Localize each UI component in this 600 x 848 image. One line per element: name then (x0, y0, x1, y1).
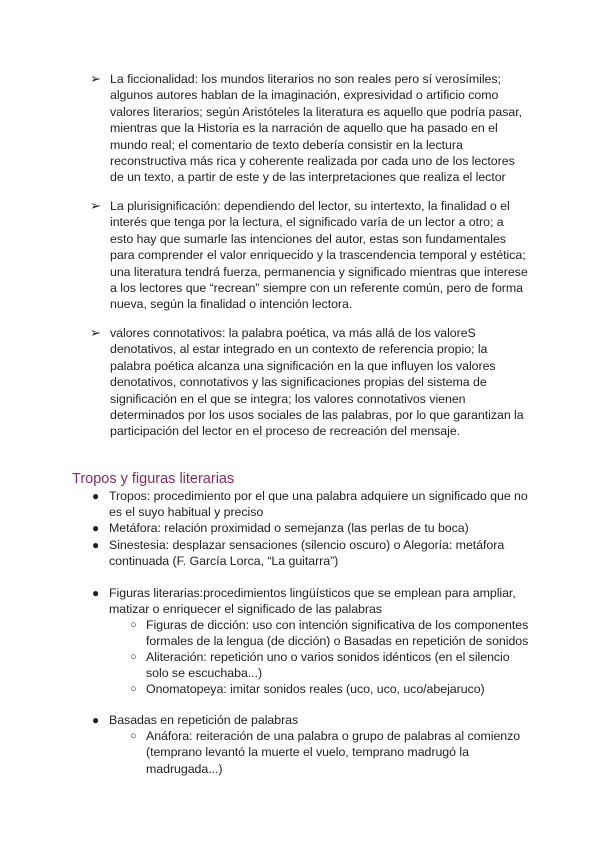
bullet-text: Basadas en repetición de palabras (109, 713, 299, 727)
arrow-item-text: La plurisignificación: dependiendo del lector, su intertexto, la finalidad o el interés que tenga por la lectura, el significado varía de un lector a otro; a esto hay que sumarle las intenciones del autor, estas son fundamentales para comprender el valor enriquecido y la trascendencia temporal y estética; una literatura tendrá fuerza, permanencia y significado mientras que interese a los lectores que “recrean” siempre con un referente común, pero de forma nueva, según la finalidad o intención lectora. (110, 199, 528, 312)
sub-item-text: Anáfora: reiteración de una palabra o grupo de palabras al comienzo (temprano levantó la muerte el vuelo, temprano madrugó la madrugada...) (146, 729, 521, 776)
bullet-item-repeticion-palabras (92, 712, 532, 728)
arrow-bullet-icon: ➢ (90, 71, 101, 86)
bullet-icon: ● (92, 713, 100, 727)
sub-item-anafora (130, 728, 530, 777)
arrow-item-ficcionalidad (90, 71, 530, 186)
hollow-bullet-icon: ○ (130, 619, 137, 631)
hollow-bullet-icon: ○ (130, 683, 137, 695)
bullet-item-tropos (92, 488, 532, 521)
bullet-item-sinestesia (92, 537, 532, 570)
bullet-text: Sinestesia: desplazar sensaciones (silencio oscuro) o Alegoría: metáfora continuada (F. García Lorca, “La guitarra”) (109, 538, 505, 569)
arrow-item-valores-connotativos (90, 325, 530, 440)
section-heading: Tropos y figuras literarias (72, 471, 235, 487)
bullet-icon: ● (92, 489, 100, 503)
sub-item-text: Onomatopeya: imitar sonidos reales (uco, uco, uco/abejaruco) (146, 682, 485, 696)
bullet-text: Tropos: procedimiento por el que una palabra adquiere un significado que no es el suyo habitual y preciso (109, 489, 528, 520)
sub-item-text: Aliteración: repetición uno o varios sonidos idénticos (en el silencio solo se escuchaba...) (146, 650, 510, 681)
hollow-bullet-icon: ○ (130, 730, 137, 742)
arrow-item-plurisignificacion (90, 198, 530, 313)
arrow-bullet-icon: ➢ (90, 325, 101, 340)
bullet-icon: ● (92, 521, 100, 535)
bullet-icon: ● (92, 538, 100, 552)
sub-item-aliteracion (130, 649, 530, 682)
bullet-text: Figuras literarias:procedimientos lingüísticos que se emplean para ampliar, matizar o enriquecer el significado de las palabras (109, 586, 516, 617)
sub-item-text: Figuras de dicción: uso con intención significativa de los componentes formales de la lengua (de dicción) o Basadas en repetición de sonidos (146, 618, 529, 649)
arrow-bullet-icon: ➢ (90, 198, 101, 213)
arrow-item-text: valores connotativos: la palabra poética, va más allá de los valoreS denotativos, al estar integrado en un contexto de referencia propio; la palabra poética alcanza una significación en la que influyen los valores denotativos, connotativos y las significaciones propias del sistema de significación en el que se integra; los valores connotativos vienen determinados por los usos sociales de las palabras, por lo que garantizan la participación del lector en el proceso de recreación del mensaje. (110, 326, 524, 439)
bullet-icon: ● (92, 586, 100, 600)
sub-item-onomatopeya (130, 681, 530, 697)
arrow-item-text: La ficcionalidad: los mundos literarios no son reales pero sí verosímiles; algunos autores hablan de la imaginación, expresividad o artificio como valores literarios; según Aristóteles la literatura es aquello que podría pasar, mientras que la Historia es la narración de aquello que ha pasado en el mundo real; el comentario de texto debería consistir en la lectura reconstructiva más rica y coherente realizada por cada uno de los lectores de un texto, a partir de este y de las interpretaciones que realiza el lector (110, 72, 523, 185)
bullet-item-metafora (92, 520, 532, 536)
sub-item-figuras-diccion (130, 617, 530, 650)
bullet-item-figuras-literarias (92, 585, 532, 618)
bullet-text: Metáfora: relación proximidad o semejanza (las perlas de tu boca) (109, 521, 469, 535)
hollow-bullet-icon: ○ (130, 651, 137, 663)
